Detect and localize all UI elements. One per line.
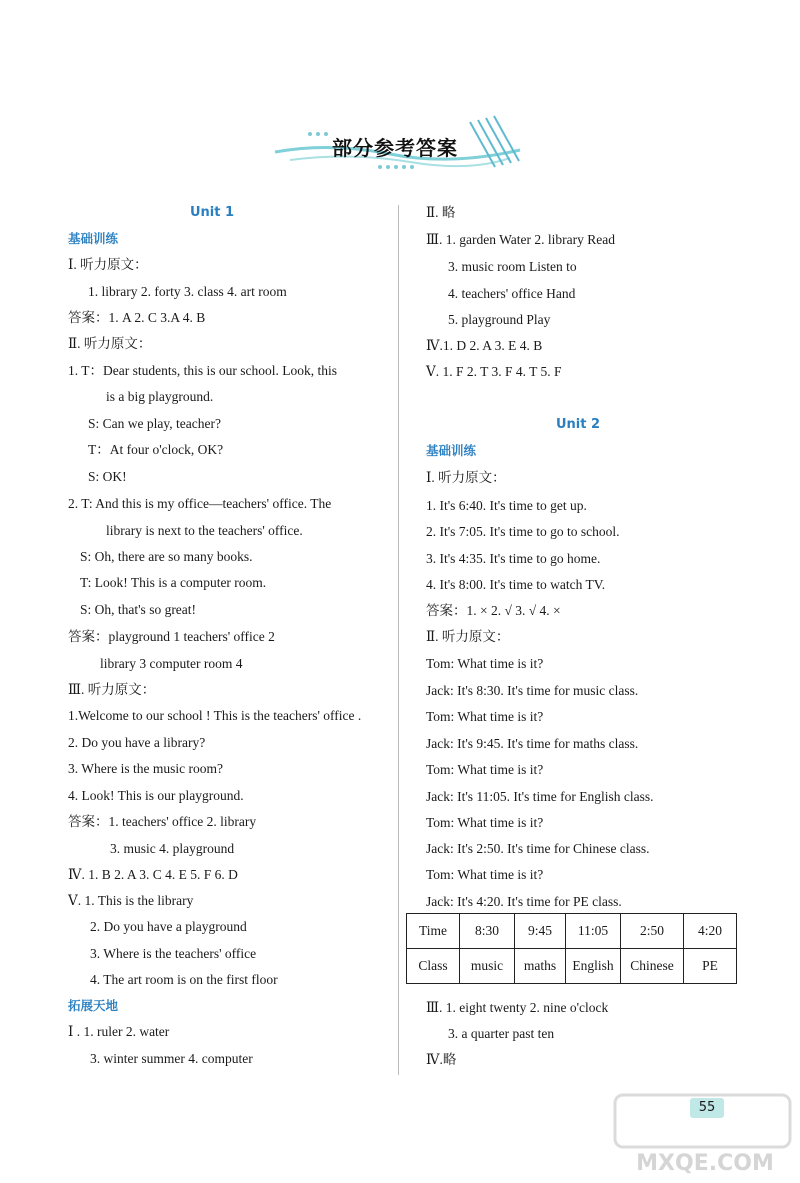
answer-line: 3. a quarter past ten xyxy=(448,1026,555,1041)
answer-line: Ⅳ.略 xyxy=(426,1052,457,1067)
answer-line: Ⅳ.1. D 2. A 3. E 4. B xyxy=(426,338,543,353)
answer-line: Jack: It's 4:20. It's time for PE class. xyxy=(426,894,622,909)
answer-line: 1. library 2. forty 3. class 4. art room xyxy=(88,284,287,299)
answer-line: Ⅱ. 听力原文： xyxy=(426,629,510,644)
answer-line: 答案：1. A 2. C 3.A 4. B xyxy=(68,310,206,325)
answer-line: Jack: It's 2:50. It's time for Chinese class. xyxy=(426,841,650,856)
answer-line: 5. playground Play xyxy=(448,312,551,327)
answer-line: Ⅲ. 1. garden Water 2. library Read xyxy=(426,232,615,247)
answer-line: 3. Where is the teachers' office xyxy=(90,946,257,961)
answer-line: T：At four o'clock, OK? xyxy=(88,442,224,457)
section-heading: 基础训练 xyxy=(68,231,119,246)
answer-line: 1.Welcome to our school ! This is the teachers' office . xyxy=(68,708,362,723)
table-cell: Class xyxy=(407,949,460,984)
section-heading: 拓展天地 xyxy=(68,998,119,1013)
answer-line: is a big playground. xyxy=(106,389,214,404)
answer-line: Ⅱ. 听力原文： xyxy=(68,336,152,351)
answer-line: 2. T: And this is my office—teachers' office. The xyxy=(68,496,332,511)
answer-line: Ⅲ. 听力原文： xyxy=(68,682,156,697)
answer-line: 2. It's 7:05. It's time to go to school. xyxy=(426,524,620,539)
column-divider xyxy=(398,205,399,1075)
answer-line: S: Oh, that's so great! xyxy=(80,602,197,617)
table-cell: 4:20 xyxy=(684,914,737,949)
unit-heading: Unit 1 xyxy=(190,205,235,220)
answer-line: Ⅰ . 1. ruler 2. water xyxy=(68,1024,170,1039)
answer-line: Ⅰ. 听力原文： xyxy=(426,470,506,485)
answer-line: Ⅱ. 略 xyxy=(426,205,456,220)
answer-line: 4. teachers' office Hand xyxy=(448,286,576,301)
answer-line: Ⅰ. 听力原文： xyxy=(68,257,148,272)
answer-line: Ⅲ. 1. eight twenty 2. nine o'clock xyxy=(426,1000,609,1015)
answer-line: 3. music 4. playground xyxy=(110,841,235,856)
svg-text:MXQE.COM: MXQE.COM xyxy=(636,1151,774,1176)
answer-line: 3. It's 4:35. It's time to go home. xyxy=(426,551,601,566)
answer-line: Tom: What time is it? xyxy=(426,656,544,671)
answer-line: 4. The art room is on the first floor xyxy=(90,972,278,987)
answer-line: Jack: It's 11:05. It's time for English class. xyxy=(426,789,654,804)
answer-line: Ⅴ. 1. This is the library xyxy=(68,893,194,908)
table-row xyxy=(407,949,737,984)
answer-line: Tom: What time is it? xyxy=(426,762,544,777)
table-cell: 2:50 xyxy=(621,914,684,949)
answer-line: Jack: It's 9:45. It's time for maths class. xyxy=(426,736,639,751)
answer-line: 4. It's 8:00. It's time to watch TV. xyxy=(426,577,606,592)
answer-line: Tom: What time is it? xyxy=(426,709,544,724)
table-cell: English xyxy=(566,949,621,984)
answer-line: 3. music room Listen to xyxy=(448,259,577,274)
table-cell: maths xyxy=(515,949,566,984)
table-cell: 8:30 xyxy=(460,914,515,949)
page-title: 部分参考答案 xyxy=(332,136,458,160)
answer-line: S: OK! xyxy=(88,469,127,484)
section-heading: 基础训练 xyxy=(426,443,477,458)
table-row xyxy=(407,914,737,949)
answer-line: 1. T：Dear students, this is our school. Look, this xyxy=(68,363,337,378)
answer-line: 答案：1. × 2. √ 3. √ 4. × xyxy=(426,603,561,618)
answer-line: library 3 computer room 4 xyxy=(100,656,243,671)
answer-line: S: Can we play, teacher? xyxy=(88,416,221,431)
time-class-table xyxy=(406,913,737,984)
answer-line: T: Look! This is a computer room. xyxy=(80,575,267,590)
answer-line: S: Oh, there are so many books. xyxy=(80,549,253,564)
answer-line: Ⅴ. 1. F 2. T 3. F 4. T 5. F xyxy=(426,364,562,379)
page-number: 55 xyxy=(690,1098,724,1118)
unit-heading: Unit 2 xyxy=(556,417,601,432)
answer-line: 4. Look! This is our playground. xyxy=(68,788,244,803)
answer-line: 3. Where is the music room? xyxy=(68,761,223,776)
answer-line: Tom: What time is it? xyxy=(426,867,544,882)
answer-line: 2. Do you have a playground xyxy=(90,919,247,934)
answer-line: 1. It's 6:40. It's time to get up. xyxy=(426,498,587,513)
answer-line: 2. Do you have a library? xyxy=(68,735,206,750)
table-cell: 9:45 xyxy=(515,914,566,949)
table-cell: Time xyxy=(407,914,460,949)
table-cell: Chinese xyxy=(621,949,684,984)
answer-line: library is next to the teachers' office. xyxy=(106,523,303,538)
answer-line: 3. winter summer 4. computer xyxy=(90,1051,253,1066)
table-cell: 11:05 xyxy=(566,914,621,949)
table-cell: PE xyxy=(684,949,737,984)
answer-line: Jack: It's 8:30. It's time for music class. xyxy=(426,683,639,698)
answer-line: Ⅳ. 1. B 2. A 3. C 4. E 5. F 6. D xyxy=(68,867,238,882)
answer-line: Tom: What time is it? xyxy=(426,815,544,830)
table-cell: music xyxy=(460,949,515,984)
answer-line: 答案：1. teachers' office 2. library xyxy=(68,814,257,829)
answer-line: 答案：playground 1 teachers' office 2 xyxy=(68,629,275,644)
page-header xyxy=(270,112,530,182)
